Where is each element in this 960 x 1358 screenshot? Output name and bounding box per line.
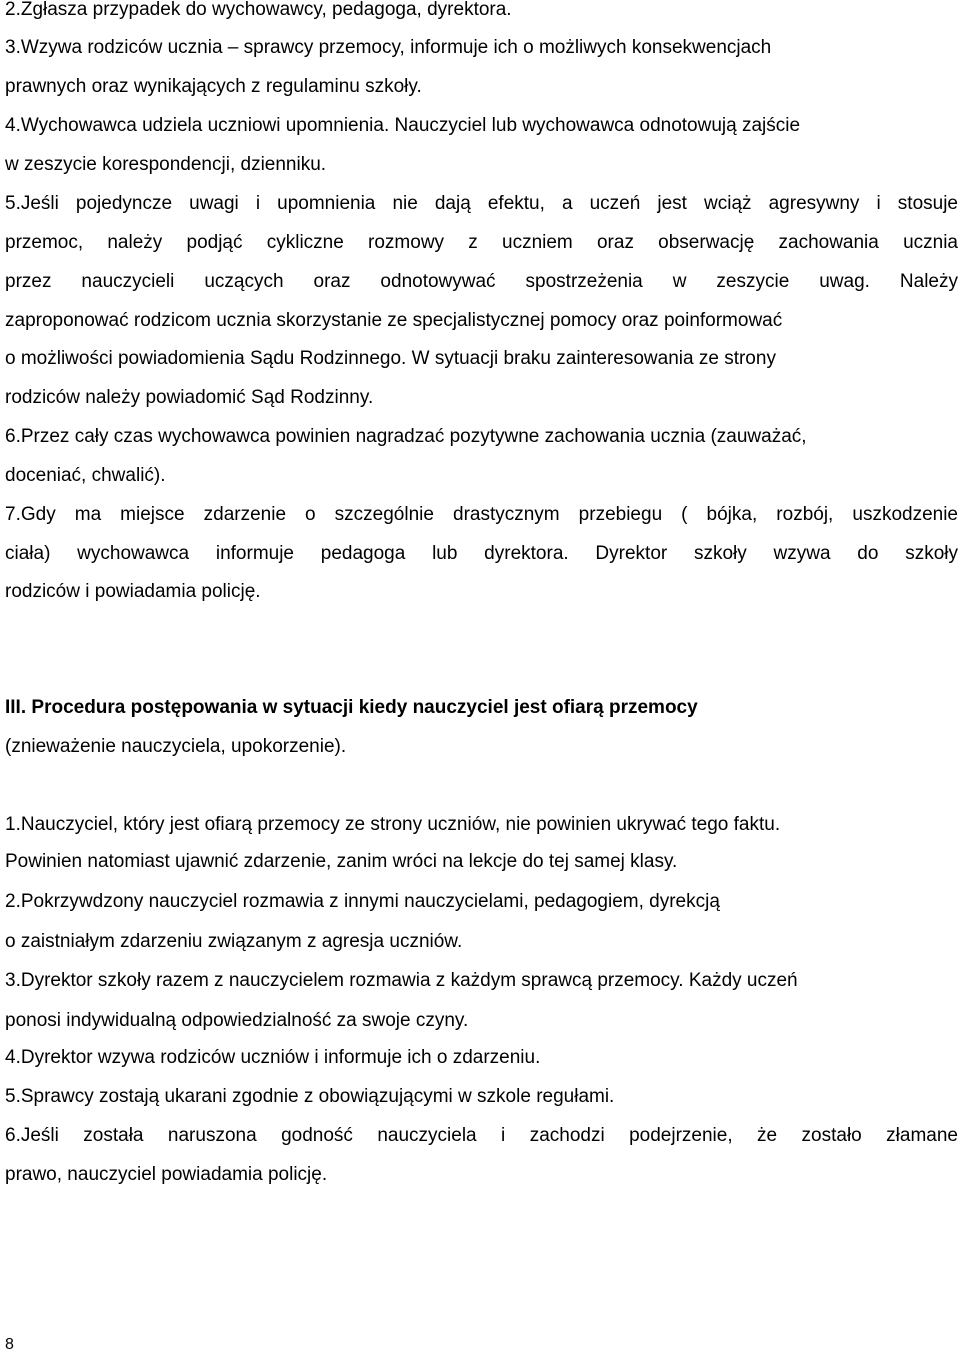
list-line: o możliwości powiadomienia Sądu Rodzinnego. W sytuacji braku zainteresowania ze strony — [5, 348, 776, 369]
list-line: 2.Pokrzywdzony nauczyciel rozmawia z innymi nauczycielami, pedagogiem, dyrekcją — [5, 891, 720, 912]
list-line: przemoc, należy podjąć cykliczne rozmowy z uczniem oraz obserwację zachowania ucznia — [5, 232, 958, 253]
page-number: 8 — [5, 1336, 14, 1353]
list-line: Powinien natomiast ujawnić zdarzenie, zanim wróci na lekcje do tej samej klasy. — [5, 851, 678, 872]
list-line: 6.Jeśli została naruszona godność nauczyciela i zachodzi podejrzenie, że zostało złamane — [5, 1125, 958, 1146]
list-line: doceniać, chwalić). — [5, 465, 166, 486]
list-line: 5.Jeśli pojedyncze uwagi i upomnienia nie dają efektu, a uczeń jest wciąż agresywny i stosuje — [5, 193, 958, 214]
list-line: 7.Gdy ma miejsce zdarzenie o szczególnie drastycznym przebiegu ( bójka, rozbój, uszkodzenie — [5, 504, 958, 525]
list-line: zaproponować rodzicom ucznia skorzystanie ze specjalistycznej pomocy oraz poinformować — [5, 310, 783, 331]
section-heading: III. Procedura postępowania w sytuacji kiedy nauczyciel jest ofiarą przemocy — [5, 697, 698, 718]
list-line: prawnych oraz wynikających z regulaminu szkoły. — [5, 76, 422, 97]
list-line: w zeszycie korespondencji, dzienniku. — [5, 154, 327, 175]
list-line: rodziców należy powiadomić Sąd Rodzinny. — [5, 387, 374, 408]
list-line: 3.Wzywa rodziców ucznia – sprawcy przemocy, informuje ich o możliwych konsekwencjach — [5, 37, 772, 58]
list-line: 5.Sprawcy zostają ukarani zgodnie z obowiązującymi w szkole regułami. — [5, 1086, 615, 1107]
list-line: prawo, nauczyciel powiadamia policję. — [5, 1164, 328, 1185]
section-subheading: (znieważenie nauczyciela, upokorzenie). — [5, 736, 347, 757]
list-line: 3.Dyrektor szkoły razem z nauczycielem rozmawia z każdym sprawcą przemocy. Każdy uczeń — [5, 970, 798, 991]
list-line: rodziców i powiadamia policję. — [5, 581, 261, 602]
list-line: 1.Nauczyciel, który jest ofiarą przemocy ze strony uczniów, nie powinien ukrywać tego faktu. — [5, 814, 781, 835]
list-line: 4.Wychowawca udziela uczniowi upomnienia. Nauczyciel lub wychowawca odnotowują zajście — [5, 115, 801, 136]
list-line: 6.Przez cały czas wychowawca powinien nagradzać pozytywne zachowania ucznia (zauważać, — [5, 426, 807, 447]
list-line: przez nauczycieli uczących oraz odnotowywać spostrzeżenia w zeszycie uwag. Należy — [5, 271, 958, 292]
list-line: ponosi indywidualną odpowiedzialność za swoje czyny. — [5, 1010, 469, 1031]
list-line: ciała) wychowawca informuje pedagoga lub dyrektora. Dyrektor szkoły wzywa do szkoły — [5, 543, 958, 564]
list-line: o zaistniałym zdarzeniu związanym z agresja uczniów. — [5, 931, 463, 952]
list-line: 2.Zgłasza przypadek do wychowawcy, pedagoga, dyrektora. — [5, 0, 512, 20]
list-line: 4.Dyrektor wzywa rodziców uczniów i informuje ich o zdarzeniu. — [5, 1047, 541, 1068]
